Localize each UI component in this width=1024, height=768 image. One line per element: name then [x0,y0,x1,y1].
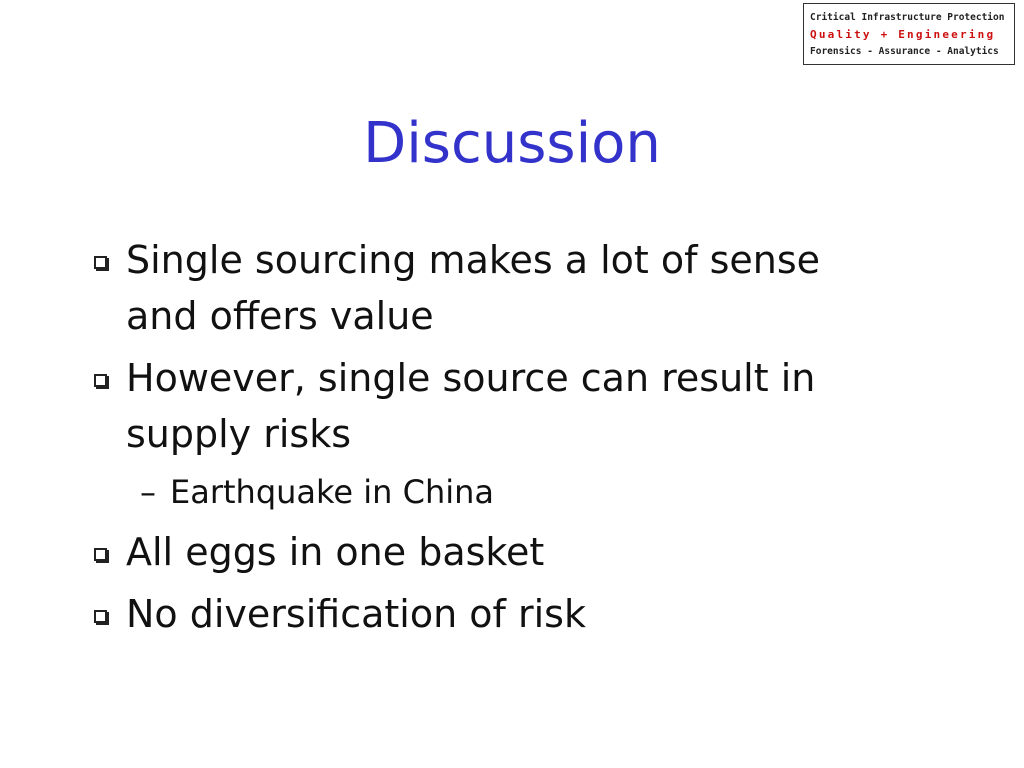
sub-bullet-text: Earthquake in China [170,473,495,511]
square-bullet-icon [94,374,107,387]
sub-bullet-item [88,468,888,516]
logo-line-1: Critical Infrastructure Protection [810,11,1005,23]
bullet-text: Single sourcing makes a lot of sense and offers value [126,238,821,338]
square-bullet-icon [94,548,107,561]
bullet-text: However, single source can result in supply risks [126,356,816,456]
square-bullet-icon [94,610,107,623]
bullet-item [88,350,888,462]
bullet-item [88,524,888,580]
slide-title: Discussion [363,111,661,176]
bullet-text: All eggs in one basket [126,530,545,574]
bullet-text: No diversification of risk [126,592,586,636]
company-logo [803,3,1015,65]
bullet-item [88,586,888,642]
logo-line-3: Forensics - Assurance - Analytics [810,45,999,57]
bullet-list [88,232,888,648]
dash-bullet-icon: – [140,473,156,511]
logo-line-2: Quality + Engineering [810,27,996,41]
bullet-item [88,232,888,344]
square-bullet-icon [94,256,107,269]
